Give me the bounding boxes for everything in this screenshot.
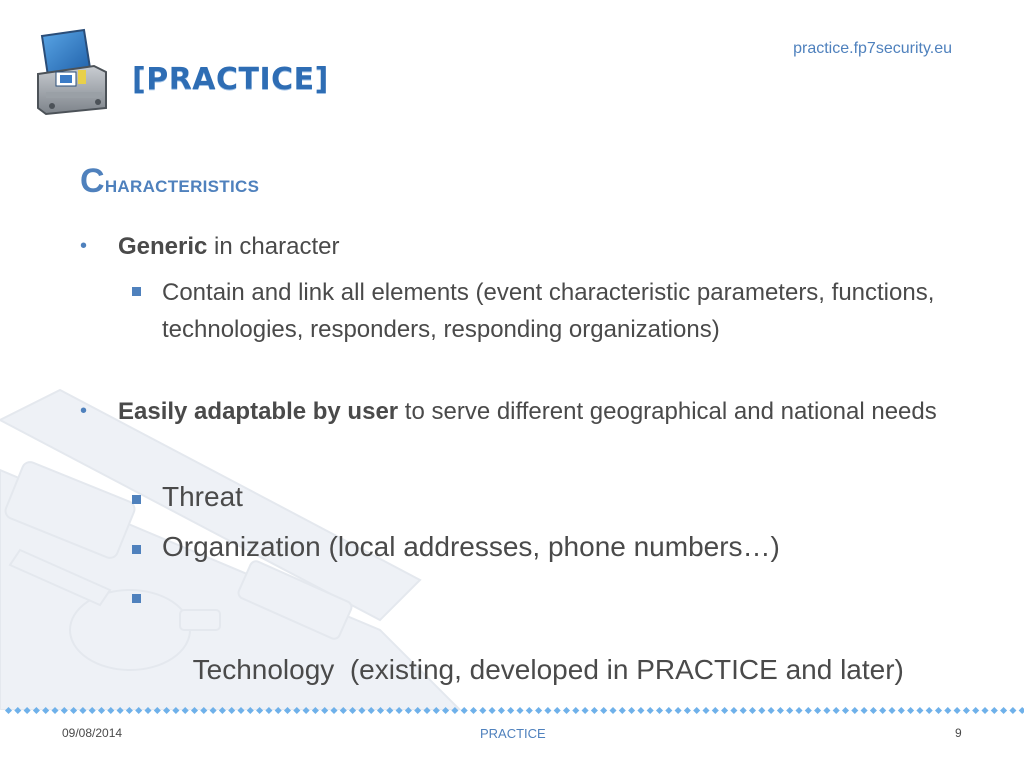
square-bullet-icon [132,287,141,296]
divider-dot [628,707,635,714]
divider-dot [98,707,105,714]
divider-dot [172,707,179,714]
divider-dot [944,707,951,714]
square-bullet-icon [132,545,141,554]
sub-item-technology [162,577,972,725]
divider-dot [275,707,282,714]
divider-dot [721,707,728,714]
divider-dot [572,707,579,714]
divider-dot [247,707,254,714]
divider-dot [730,707,737,714]
divider-dot [991,707,998,714]
divider-dot [126,707,133,714]
divider-dot [154,707,161,714]
divider-dot [135,707,142,714]
divider-dot [377,707,384,714]
divider-dot [619,707,626,714]
divider-dot [665,707,672,714]
sub-item-organization [162,528,972,565]
divider-dot [479,707,486,714]
bullet-text: to serve different geographical and national needs [398,398,937,425]
divider-dot [675,707,682,714]
divider-dot [702,707,709,714]
divider-dot [107,707,114,714]
divider-dot [935,707,942,714]
divider-dot [814,707,821,714]
divider-dot [861,707,868,714]
divider-dot [33,707,40,714]
sub-item-threat [162,478,972,515]
divider-dot [526,707,533,714]
divider-dot [5,707,12,714]
bullet-dot-icon: • [80,235,88,257]
divider-dot [396,707,403,714]
divider-dot [647,707,654,714]
divider-dot [768,707,775,714]
divider-dot [293,707,300,714]
divider-dot [330,707,337,714]
divider-dot [926,707,933,714]
footer-date: 09/08/2014 [62,726,123,740]
divider-dot [879,707,886,714]
divider-dot [51,707,58,714]
bullet-dot-icon: • [80,400,88,422]
divider-dot [963,707,970,714]
bullet-bold: Generic [118,233,208,260]
divider-dot [563,707,570,714]
divider-dot [368,707,375,714]
divider-dot [228,707,235,714]
divider-dot [684,707,691,714]
divider-dot [61,707,68,714]
footer-title: PRACTICE [480,726,546,741]
divider-dot [851,707,858,714]
divider-dot [451,707,458,714]
title-first-letter: C [80,162,105,200]
divider-dot [70,707,77,714]
divider-dot [349,707,356,714]
divider-dot [907,707,914,714]
divider-dot [312,707,319,714]
sub-item-text: Threat [162,481,243,512]
practice-logo [32,28,329,120]
divider-dot [795,707,802,714]
divider-dot [554,707,561,714]
divider-dot [200,707,207,714]
divider-dot [182,707,189,714]
divider-dot [916,707,923,714]
page-number: 9 [955,726,962,740]
sub-item-text: Technology (existing, developed in PRACTICE and later) [192,654,904,685]
divider-dot [758,707,765,714]
divider-dot [805,707,812,714]
divider-dot [340,707,347,714]
divider-dot [144,707,151,714]
divider-dot [656,707,663,714]
divider-dot [1009,707,1016,714]
divider-dot [414,707,421,714]
divider-dot [600,707,607,714]
bullet-bold: Easily adaptable by user [118,398,399,425]
divider-dot [442,707,449,714]
divider-dot [591,707,598,714]
divider-dot [544,707,551,714]
divider-dot [79,707,86,714]
divider-dot [535,707,542,714]
divider-dot [358,707,365,714]
bullet-item-adaptable [80,393,978,430]
sub-item-contain-link [162,274,972,348]
divider-dot [461,707,468,714]
divider-dot [842,707,849,714]
square-bullet-icon [132,594,141,603]
divider-dot [972,707,979,714]
divider-dot [303,707,310,714]
toolbox-icon [32,28,116,120]
divider-dot [498,707,505,714]
divider-dot [712,707,719,714]
title-rest: haracteristics [104,171,260,198]
divider-dot [163,707,170,714]
divider-dot [191,707,198,714]
divider-dot [740,707,747,714]
divider-dot [693,707,700,714]
site-url[interactable]: practice.fp7security.eu [793,40,952,57]
sub-item-text: Contain and link all elements (event characteristic parameters, functions, technologies, responders, responding organizations) [162,279,935,343]
divider-dot [609,707,616,714]
square-bullet-icon [132,495,141,504]
bullet-text: in character [207,233,340,260]
divider-dot [1000,707,1007,714]
sub-item-text: Organization (local addresses, phone numbers…) [162,531,780,562]
divider-dot [470,707,477,714]
divider-dot [24,707,31,714]
divider-dot [210,707,217,714]
divider-dot [386,707,393,714]
divider-dot [516,707,523,714]
divider-dot [42,707,49,714]
divider-dot [870,707,877,714]
divider-dot [284,707,291,714]
slide-title [80,162,259,201]
divider-dot [256,707,263,714]
divider-dot [954,707,961,714]
divider-dot [749,707,756,714]
divider-dot [637,707,644,714]
divider-dot [981,707,988,714]
divider-dot [507,707,514,714]
divider-dot [489,707,496,714]
divider-dot [777,707,784,714]
divider-dot [823,707,830,714]
divider-dot [1019,707,1024,714]
divider-dot [89,707,96,714]
logo-text: [PRACTICE] [132,62,329,97]
divider-dot [833,707,840,714]
divider-dot [405,707,412,714]
divider-dot [14,707,21,714]
divider-dot [321,707,328,714]
divider-dot [423,707,430,714]
dotted-divider [0,704,1024,718]
divider-dot [898,707,905,714]
divider-dot [582,707,589,714]
divider-dot [433,707,440,714]
divider-dot [786,707,793,714]
bullet-item-generic [80,228,978,265]
divider-dot [117,707,124,714]
divider-dot [219,707,226,714]
divider-dot [237,707,244,714]
divider-dot [888,707,895,714]
divider-dot [265,707,272,714]
